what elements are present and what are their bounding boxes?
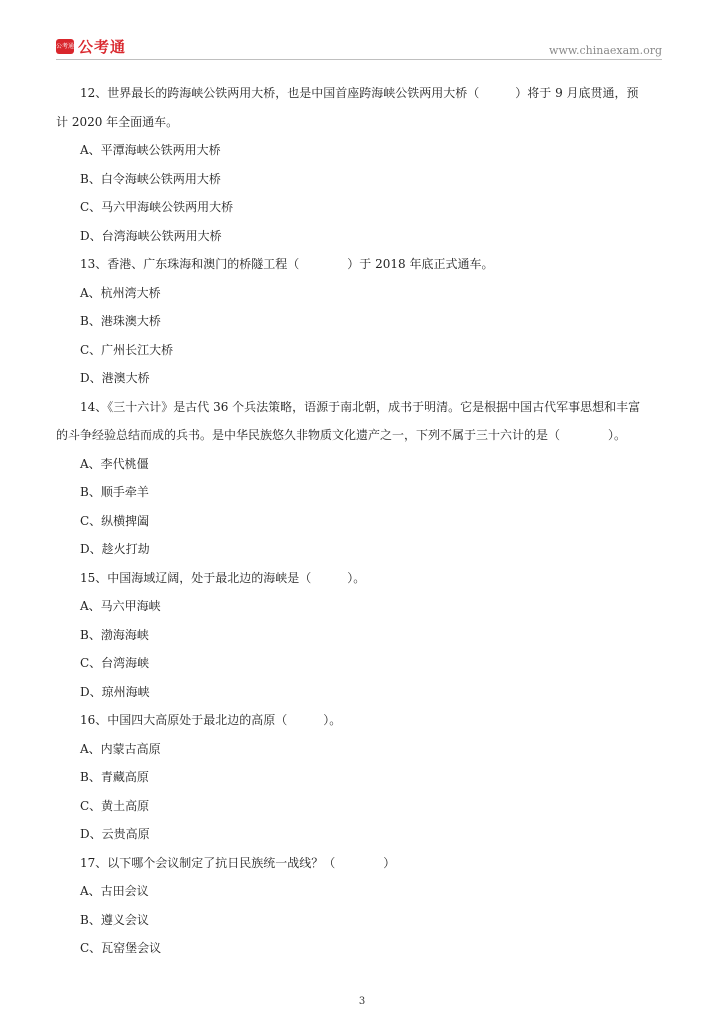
option-c: C、瓦窑堡会议 xyxy=(80,941,162,955)
question-text: 14、《三十六计》是古代 36 个兵法策略，语源于南北朝，成书于明清。它是根据中国古代军事思想和丰富 xyxy=(80,399,641,414)
option-b: B、青藏高原 xyxy=(80,770,149,784)
option-c: C、马六甲海峡公铁两用大桥 xyxy=(80,200,234,214)
option-c: C、广州长江大桥 xyxy=(80,342,174,357)
question-13 xyxy=(56,250,670,393)
header-divider xyxy=(56,59,662,60)
option-a: A、马六甲海峡 xyxy=(80,599,161,613)
option-a: A、李代桃僵 xyxy=(80,456,149,471)
question-text: 13、香港、广东珠海和澳门的桥隧工程（ ）于 2018 年底正式通车。 xyxy=(80,257,494,271)
option-b: B、港珠澳大桥 xyxy=(80,314,161,328)
option-d: D、趁火打劫 xyxy=(80,542,150,556)
logo xyxy=(56,36,126,57)
option-c: C、黄土高原 xyxy=(80,798,150,813)
option-b: B、渤海海峡 xyxy=(80,627,149,642)
question-14 xyxy=(56,393,670,564)
page-header xyxy=(56,36,662,58)
option-c: C、台湾海峡 xyxy=(80,656,150,670)
logo-text: 公考通 xyxy=(78,38,127,56)
logo-badge-icon: 公考通 xyxy=(56,39,74,54)
page-number: 3 xyxy=(358,996,366,1007)
option-b: B、白令海峡公铁两用大桥 xyxy=(80,171,221,186)
question-text-continued: 计 2020 年全面通车。 xyxy=(56,114,179,129)
question-17 xyxy=(56,849,670,963)
option-b: B、遵义会议 xyxy=(80,912,149,927)
option-a: A、平潭海峡公铁两用大桥 xyxy=(80,143,221,157)
option-d: D、云贵高原 xyxy=(80,827,150,841)
question-12 xyxy=(56,79,670,250)
option-c: C、纵横捭阖 xyxy=(80,513,150,528)
option-d: D、琼州海峡 xyxy=(80,684,150,699)
question-text: 17、以下哪个会议制定了抗日民族统一战线？（ ） xyxy=(80,855,396,870)
option-a: A、内蒙古高原 xyxy=(80,741,161,756)
question-15 xyxy=(56,564,670,707)
option-b: B、顺手牵羊 xyxy=(80,485,149,499)
question-list xyxy=(56,79,670,963)
question-text: 15、中国海域辽阔，处于最北边的海峡是（ ）。 xyxy=(80,570,366,585)
site-url: www.chinaexam.org xyxy=(549,44,662,57)
option-a: A、古田会议 xyxy=(80,884,149,898)
question-text: 12、世界最长的跨海峡公铁两用大桥，也是中国首座跨海峡公铁两用大桥（ ）将于 9 月底贯通，预 xyxy=(80,86,639,100)
option-d: D、台湾海峡公铁两用大桥 xyxy=(80,228,222,243)
option-a: A、杭州湾大桥 xyxy=(80,285,161,300)
question-16 xyxy=(56,706,670,849)
question-text-continued: 的斗争经验总结而成的兵书。是中华民族悠久非物质文化遗产之一，下列不属于三十六计的是（ ）。 xyxy=(56,428,627,442)
question-text: 16、中国四大高原处于最北边的高原（ ）。 xyxy=(80,713,342,727)
option-d: D、港澳大桥 xyxy=(80,371,150,385)
